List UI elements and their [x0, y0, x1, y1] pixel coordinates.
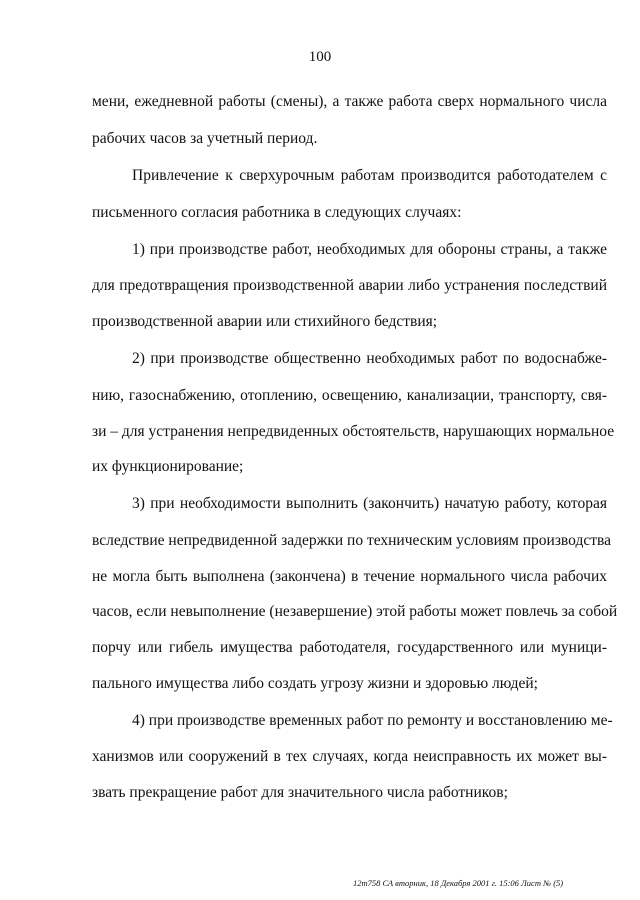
- text-line: нию, газоснабжению, отоплению, освещению, канализации, транспорту, свя-: [92, 387, 607, 404]
- text-line: пального имущества либо создать угрозу жизни и здоровью людей;: [92, 675, 538, 692]
- page-number: 100: [308, 49, 332, 65]
- text-line: 4) при производстве временных работ по ремонту и восстановлению ме-: [132, 712, 613, 729]
- text-line: зи – для устранения непредвиденных обстоятельств, нарушающих нормальное: [92, 423, 615, 440]
- text-line: Привлечение к сверхурочным работам производится работодателем с: [132, 167, 607, 184]
- text-line: ханизмов или сооружений в тех случаях, когда неисправность их может вы-: [92, 748, 607, 765]
- text-line: звать прекращение работ для значительного числа работников;: [92, 784, 508, 801]
- text-line: их функционирование;: [92, 458, 244, 475]
- text-line: 1) при производстве работ, необходимых для обороны страны, а также: [132, 241, 607, 258]
- text-line: часов, если невыполнение (незавершение) этой работы может повлечь за собой: [92, 603, 618, 620]
- page-footer: 12m758 СА вторник, 18 Декабря 2001 г. 15:06 Лист № (5): [353, 878, 564, 888]
- text-line: 2) при производстве общественно необходимых работ по водоснабже-: [132, 350, 607, 367]
- text-line: мени, ежедневной работы (смены), а также работа сверх нормального числа: [92, 93, 607, 110]
- text-line: вследствие непредвиденной задержки по техническим условиям производства: [92, 532, 611, 549]
- text-line: порчу или гибель имущества работодателя, государственного или муници-: [92, 639, 607, 656]
- text-line: производственной аварии или стихийного бедствия;: [92, 313, 438, 330]
- text-line: для предотвращения производственной аварии либо устранения последствий: [92, 277, 607, 294]
- text-line: рабочих часов за учетный период.: [92, 130, 318, 147]
- text-line: 3) при необходимости выполнить (закончить) начатую работу, которая: [132, 495, 607, 512]
- text-line: письменного согласия работника в следующих случаях:: [92, 204, 462, 221]
- text-line: не могла быть выполнена (закончена) в течение нормального числа рабочих: [92, 568, 607, 585]
